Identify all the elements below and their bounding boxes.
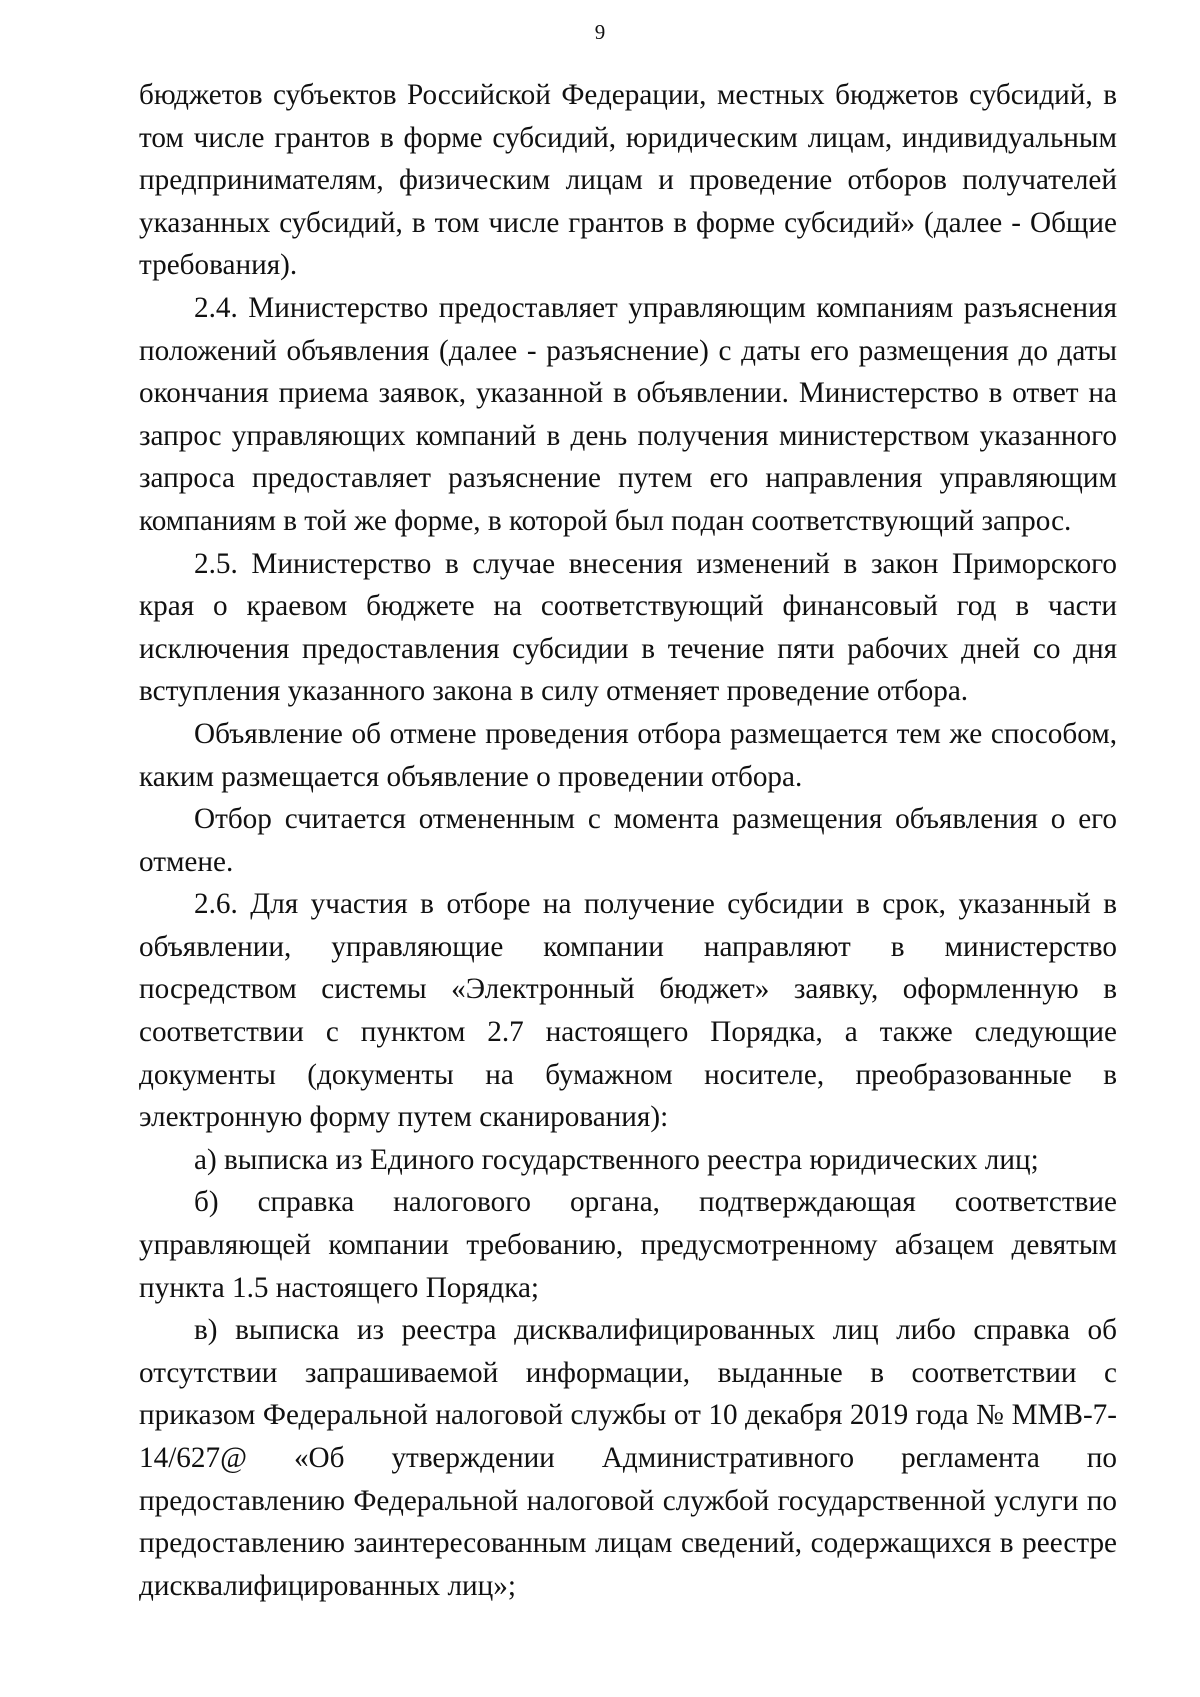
paragraph-2-4-clarifications: 2.4. Министерство предоставляет управляющим компаниям разъяснения положений объявления (далее - разъяснение) с даты его размещения до даты окончания приема заявок, указанной в объявлении. Министерство в ответ на запрос управляющих компаний в день получения министерством указанного запроса предоставляет разъяснение путем его направления управляющим компаниям в той же форме, в которой был подан соответствующий запрос. xyxy=(139,291,1117,537)
paragraph-2-5-cancellation: 2.5. Министерство в случае внесения изменений в закон Приморского края о краевом бюджете на соответствующий финансовый год в части исключения предоставления субсидии в течение пяти рабочих дней со дня вступления указанного закона в силу отменяет проведение отбора. xyxy=(139,547,1117,708)
paragraph-continuation: бюджетов субъектов Российской Федерации, местных бюджетов субсидий, в том числе грантов в форме субсидий, юридическим лицам, индивидуальным предпринимателям, физическим лицам и проведение отборов получателей указанных субсидий, в том числе грантов в форме субсидий» (далее - Общие требования). xyxy=(139,79,1117,282)
paragraph-cancellation-announcement: Объявление об отмене проведения отбора размещается тем же способом, каким размещается объявление о проведении отбора. xyxy=(139,717,1117,793)
page-number: 9 xyxy=(594,20,606,44)
document-body xyxy=(139,74,1117,1607)
paragraph-cancellation-effective: Отбор считается отмененным с момента размещения объявления о его отмене. xyxy=(139,803,1117,878)
list-item-b-tax-certificate: б) справка налогового органа, подтверждающая соответствие управляющей компании требованию, предусмотренному абзацем девятым пункта 1.5 настоящего Порядка; xyxy=(139,1186,1117,1304)
paragraph-2-6-participation: 2.6. Для участия в отборе на получение субсидии в срок, указанный в объявлении, управляющие компании направляют в министерство посредством системы «Электронный бюджет» заявку, оформленную в соответствии с пунктом 2.7 настоящего Порядка, а также следующие документы (документы на бумажном носителе, преобразованные в электронную форму путем сканирования): xyxy=(139,888,1117,1134)
list-item-a-egrul-extract: а) выписка из Единого государственного реестра юридических лиц; xyxy=(194,1143,1039,1176)
list-item-c-disqualified-registry: в) выписка из реестра дисквалифицированных лиц либо справка об отсутствии запрашиваемой информации, выданные в соответствии с приказом Федеральной налоговой службы от 10 декабря 2019 года № ММВ-7-14/627@ «Об утверждении Административного регламента по предоставлению Федеральной налоговой службой государственной услуги по предоставлению заинтересованным лицам сведений, содержащихся в реестре дисквалифицированных лиц»; xyxy=(139,1314,1117,1602)
